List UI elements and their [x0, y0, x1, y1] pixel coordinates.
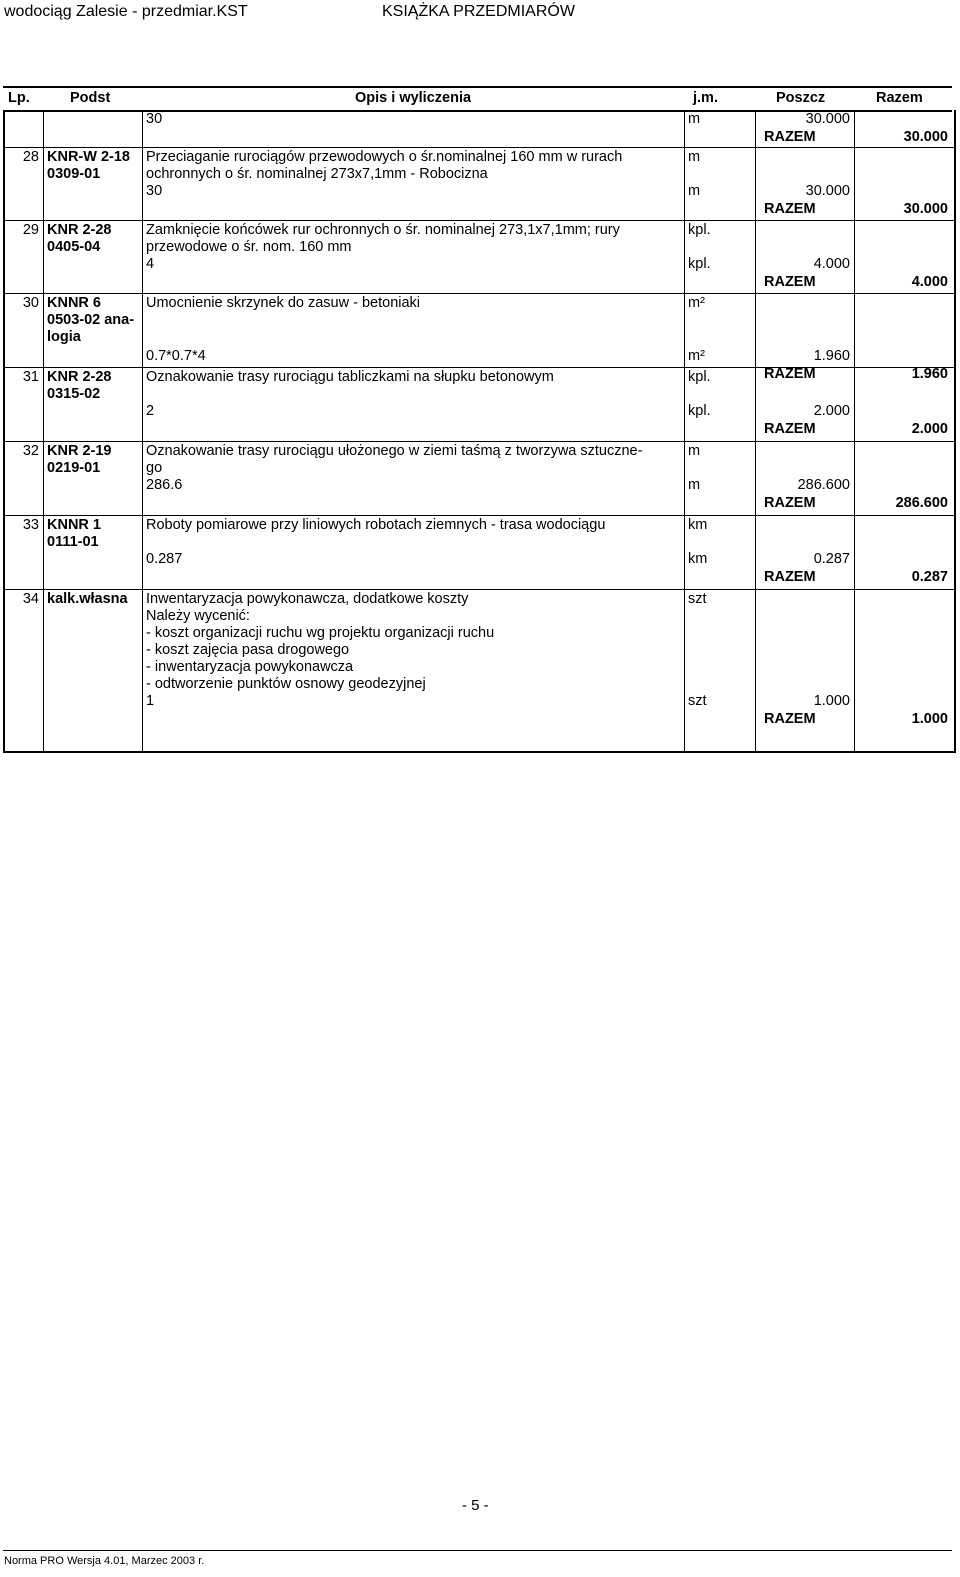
position-basis: 0315-02: [47, 386, 101, 402]
position-calc: 2: [146, 403, 155, 419]
col-razem: Razem: [876, 90, 923, 106]
position-calc: 1: [146, 693, 155, 709]
position-razem-label: RAZEM: [764, 274, 816, 290]
position-description: Inwentaryzacja powykonawcza, dodatkowe koszty: [146, 591, 469, 607]
col-jm: j.m.: [693, 90, 718, 106]
col-opis: Opis i wyliczenia: [355, 90, 472, 106]
position-calc-unit: km: [688, 551, 708, 567]
position-unit: km: [688, 517, 708, 533]
position-razem-value: 4.000: [911, 274, 948, 290]
position-description: Oznakowanie trasy rurociągu ułożonego w ziemi taśmą z tworzywa sztuczne-: [146, 443, 643, 459]
position-description: - inwentaryzacja powykonawcza: [146, 659, 354, 675]
position-calc: 286.6: [146, 477, 183, 493]
position-razem-value: 1.000: [911, 711, 948, 727]
position-description: Należy wycenić:: [146, 608, 250, 624]
position-calc: 4: [146, 256, 155, 272]
position-calc-unit: m: [688, 477, 701, 493]
position-description: Zamknięcie końcówek rur ochronnych o śr. nominalnej 273,1x7,1mm; rury: [146, 222, 620, 238]
position-unit: kpl.: [688, 222, 711, 238]
position-razem-value: 0.287: [911, 569, 948, 585]
footer-divider: [3, 1550, 952, 1551]
document-title: KSIĄŻKA PRZEDMIARÓW: [382, 3, 575, 20]
page-number: - 5 -: [462, 1497, 489, 1514]
row-separator: [5, 515, 954, 516]
position-razem-label: RAZEM: [764, 569, 816, 585]
table-header: [3, 86, 952, 112]
col-lp: Lp.: [8, 90, 30, 106]
carryover-poszcz: 30.000: [805, 111, 850, 127]
position-poszcz: 30.000: [805, 183, 850, 199]
position-description: - odtworzenie punktów osnowy geodezyjnej: [146, 676, 426, 692]
row-separator: [5, 589, 954, 590]
position-razem-value: 1.960: [911, 366, 948, 382]
position-description: ochronnych o śr. nominalnej 273x7,1mm - Robocizna: [146, 166, 488, 182]
position-basis: logia: [47, 329, 81, 345]
position-lp: 28: [22, 149, 39, 165]
position-razem-label: RAZEM: [764, 711, 816, 727]
measurement-table: [3, 110, 956, 753]
carryover-razem-value: 30.000: [903, 129, 948, 145]
carryover-calc: 30: [146, 111, 163, 127]
position-unit: m²: [688, 295, 705, 311]
position-lp: 31: [22, 369, 39, 385]
row-separator: [5, 220, 954, 221]
position-razem-label: RAZEM: [764, 495, 816, 511]
position-basis: KNR 2-19: [47, 443, 112, 459]
position-razem-value: 2.000: [911, 421, 948, 437]
position-unit: kpl.: [688, 369, 711, 385]
position-description: go: [146, 460, 163, 476]
col-podst: Podst: [70, 90, 111, 106]
position-lp: 29: [22, 222, 39, 238]
position-basis: 0111-01: [47, 534, 99, 550]
position-description: Oznakowanie trasy rurociągu tabliczkami na słupku betonowym: [146, 369, 554, 385]
row-separator: [5, 147, 954, 148]
position-calc-unit: m: [688, 183, 701, 199]
position-razem-value: 30.000: [903, 201, 948, 217]
position-lp: 30: [22, 295, 39, 311]
row-separator: [5, 293, 954, 294]
position-calc-unit: m²: [688, 348, 705, 364]
position-unit: m: [688, 443, 701, 459]
position-calc-unit: szt: [688, 693, 707, 709]
position-unit: szt: [688, 591, 707, 607]
position-description: - koszt organizacji ruchu wg projektu organizacji ruchu: [146, 625, 495, 641]
row-separator: [5, 441, 954, 442]
file-title: wodociąg Zalesie - przedmiar.KST: [4, 3, 248, 20]
position-description: - koszt zajęcia pasa drogowego: [146, 642, 350, 658]
position-poszcz: 4.000: [813, 256, 850, 272]
position-poszcz: 1.000: [813, 693, 850, 709]
row-separator: [5, 367, 954, 368]
position-poszcz: 0.287: [813, 551, 850, 567]
position-lp: 33: [22, 517, 39, 533]
position-calc: 0.287: [146, 551, 183, 567]
position-basis: 0219-01: [47, 460, 101, 476]
position-description: przewodowe o śr. nom. 160 mm: [146, 239, 352, 255]
position-basis: kalk.własna: [47, 591, 128, 607]
position-razem-label: RAZEM: [764, 366, 816, 382]
position-description: Roboty pomiarowe przy liniowych robotach ziemnych - trasa wodociągu: [146, 517, 606, 533]
position-poszcz: 1.960: [813, 348, 850, 364]
position-basis: KNR 2-28: [47, 369, 112, 385]
carryover-unit: m: [688, 111, 701, 127]
position-unit: m: [688, 149, 701, 165]
position-poszcz: 2.000: [813, 403, 850, 419]
position-basis: KNNR 6: [47, 295, 101, 311]
col-poszcz: Poszcz: [776, 90, 826, 106]
position-description: Umocnienie skrzynek do zasuw - betoniaki: [146, 295, 421, 311]
position-razem-label: RAZEM: [764, 421, 816, 437]
position-calc: 30: [146, 183, 163, 199]
position-basis: 0405-04: [47, 239, 101, 255]
position-poszcz: 286.600: [797, 477, 850, 493]
position-calc: 0.7*0.7*4: [146, 348, 206, 364]
position-razem-label: RAZEM: [764, 201, 816, 217]
position-razem-value: 286.600: [895, 495, 948, 511]
position-basis: KNNR 1: [47, 517, 101, 533]
position-calc-unit: kpl.: [688, 256, 711, 272]
position-calc-unit: kpl.: [688, 403, 711, 419]
position-basis: 0309-01: [47, 166, 101, 182]
position-lp: 34: [22, 591, 39, 607]
position-basis: KNR-W 2-18: [47, 149, 130, 165]
position-lp: 32: [22, 443, 39, 459]
position-description: Przeciaganie rurociągów przewodowych o śr.nominalnej 160 mm w rurach: [146, 149, 623, 165]
position-basis: 0503-02 ana-: [47, 312, 135, 328]
carryover-razem-label: RAZEM: [764, 129, 816, 145]
software-version: Norma PRO Wersja 4.01, Marzec 2003 r.: [4, 1555, 205, 1567]
position-basis: KNR 2-28: [47, 222, 112, 238]
